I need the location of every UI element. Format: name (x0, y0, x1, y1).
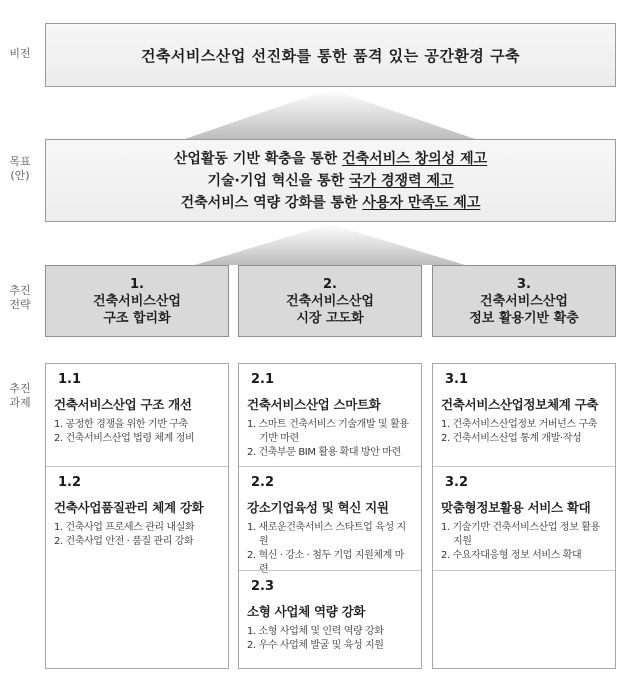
task-3-separator (433, 466, 615, 467)
strategy-3-line2: 정보 활용기반 확충 (469, 310, 579, 326)
task-3-1-item-2: 2. 건축서비스산업 통계 개발·작성 (441, 433, 582, 444)
task-3-2-title: 맞춤형정보활용 서비스 확대 (441, 500, 591, 515)
task-1-2-title: 건축사업품질관리 체계 강화 (54, 500, 204, 515)
strategy-1-box (45, 265, 229, 337)
strategy-3-line1: 건축서비스산업 (480, 293, 568, 309)
strategy-1-line2: 구조 합리화 (103, 310, 171, 326)
goal-line-2 (207, 170, 453, 192)
goal-2-prefix: 기술·기업 혁신을 통한 (207, 172, 350, 189)
task-3-1-title: 건축서비스산업정보체계 구축 (441, 397, 599, 412)
task-3-2 (433, 475, 615, 563)
task-1-2-number: 1.2 (58, 475, 82, 490)
goal-box (45, 139, 616, 222)
task-2-1-item-1: 1. 스마트 건축서비스 기술개발 및 활용 기반 마련 (247, 419, 409, 444)
task-3-separator-2 (433, 570, 615, 571)
task-1-1-title: 건축서비스산업 구조 개선 (54, 397, 192, 412)
task-1-1-number: 1.1 (58, 372, 82, 387)
strategy-label-line2: 전략 (9, 298, 31, 311)
task-2-3-item-2: 2. 우수 사업체 발굴 및 육성 지원 (247, 640, 384, 651)
task-1-2 (46, 475, 228, 549)
strategy-2-line1: 건축서비스산업 (286, 293, 374, 309)
goal-label-line2: (안) (10, 169, 30, 182)
task-column-2 (238, 363, 422, 669)
task-3-2-item-1: 1. 기술기반 건축서비스산업 정보 활용 지원 (441, 522, 600, 547)
strategy-1-line1: 건축서비스산업 (93, 293, 181, 309)
strategy-3-box (432, 265, 616, 337)
task-2-3-item-1: 1. 소형 사업체 및 인력 역량 강화 (247, 626, 384, 637)
vision-label (0, 47, 40, 61)
goal-1-emphasis: 건축서비스 창의성 제고 (342, 150, 488, 167)
task-2-2-item-2: 2. 혁신 · 강소 · 첨두 기업 지원체계 마련 (247, 550, 404, 575)
task-3-1 (433, 372, 615, 446)
strategy-2-number: 2. (323, 276, 337, 292)
task-column-1 (45, 363, 229, 669)
task-2-3-title: 소형 사업체 역량 강화 (247, 604, 366, 619)
task-3-2-item-2: 2. 수요자대응형 정보 서비스 확대 (441, 550, 582, 561)
vision-label-text: 비전 (9, 47, 31, 60)
goal-label-line1: 목표 (9, 155, 31, 168)
task-3-1-item-1: 1. 건축서비스산업정보 거버넌스 구축 (441, 419, 597, 430)
task-1-2-item-2: 2. 건축사업 안전 · 품질 관리 강화 (54, 536, 194, 547)
task-3-1-number: 3.1 (445, 372, 469, 387)
task-1-2-item-1: 1. 건축사업 프로세스 관리 내실화 (54, 522, 195, 533)
task-1-separator (46, 466, 228, 467)
task-2-separator-1 (239, 466, 421, 467)
vision-text: 건축서비스산업 선진화를 통한 품격 있는 공간환경 구축 (140, 46, 521, 65)
task-column-3 (432, 363, 616, 669)
goal-line-1 (174, 148, 487, 170)
strategy-2-box (238, 265, 422, 337)
task-2-3 (239, 579, 421, 653)
vision-box (45, 23, 616, 87)
task-2-2-item-1: 1. 새로운건축서비스 스타트업 육성 지원 (247, 522, 406, 547)
task-1-1-item-2: 2. 건축서비스산업 법령 체계 정비 (54, 433, 195, 444)
strategy-label (0, 284, 40, 312)
task-2-1-title: 건축서비스산업 스마트화 (247, 397, 381, 412)
tasks-label (0, 382, 40, 410)
strategy-label-line1: 추진 (9, 284, 31, 297)
tasks-label-line2: 과제 (9, 396, 31, 409)
strategy-2-line2: 시장 고도화 (296, 310, 364, 326)
task-1-1-item-1: 1. 공정한 경쟁을 위한 기반 구축 (54, 419, 188, 430)
strategy-1-number: 1. (130, 276, 144, 292)
task-3-2-number: 3.2 (445, 475, 469, 490)
task-2-3-number: 2.3 (251, 579, 275, 594)
up-arrow-strategy-to-goal (45, 222, 616, 265)
task-2-1-number: 2.1 (251, 372, 275, 387)
task-2-separator-2 (239, 570, 421, 571)
goal-2-emphasis: 국가 경쟁력 제고 (349, 172, 454, 189)
task-2-1 (239, 372, 421, 460)
task-1-1 (46, 372, 228, 446)
task-2-2 (239, 475, 421, 577)
tasks-label-line1: 추진 (9, 382, 31, 395)
task-2-1-item-2: 2. 건축부문 BIM 활용 확대 방안 마련 (247, 447, 401, 458)
goal-1-prefix: 산업활동 기반 확충을 통한 (173, 150, 343, 167)
goal-3-emphasis: 사용자 만족도 제고 (362, 194, 481, 211)
task-2-2-number: 2.2 (251, 475, 275, 490)
up-arrow-goal-to-vision (45, 87, 616, 139)
task-2-2-title: 강소기업육성 및 혁신 지원 (247, 500, 389, 515)
goal-label (0, 155, 40, 183)
strategy-3-number: 3. (517, 276, 531, 292)
goal-line-3 (181, 192, 481, 214)
goal-3-prefix: 건축서비스 역량 강화를 통한 (180, 194, 363, 211)
